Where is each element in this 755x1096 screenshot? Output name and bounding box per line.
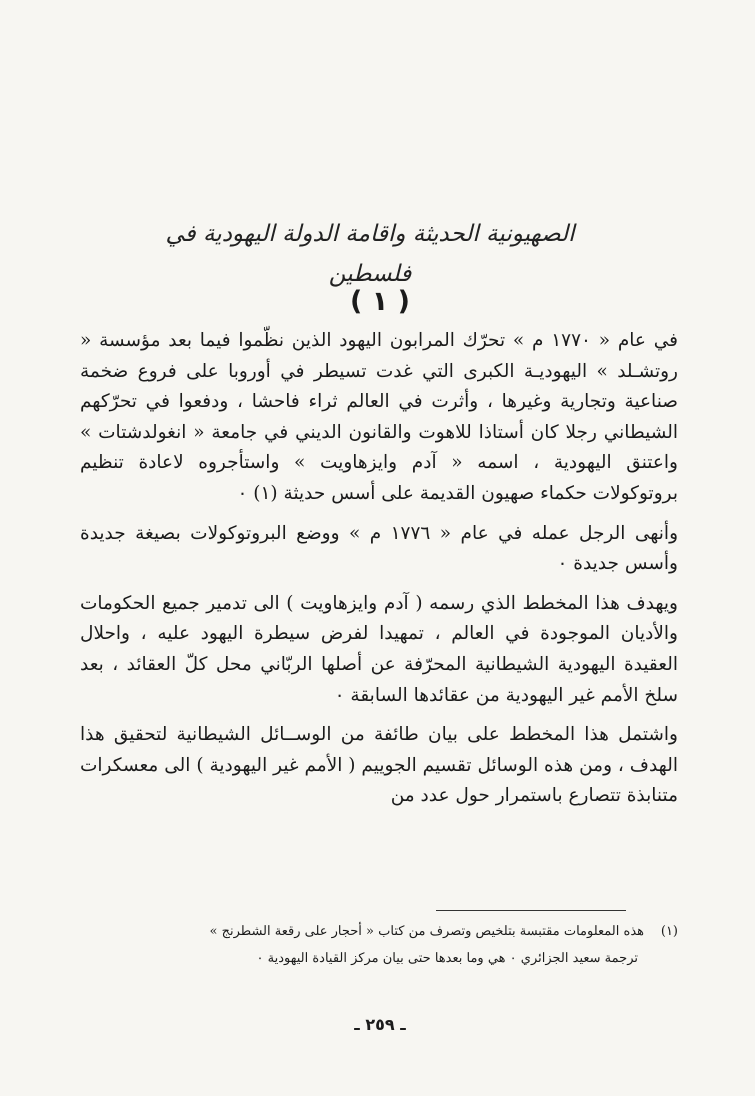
footnote-text-line-1: هذه المعلومات مقتبسة بتلخيص وتصرف من كتاب « أحجار على رقعة الشطرنج » bbox=[209, 924, 644, 939]
paragraph-2: وأنهى الرجل عمله في عام « ١٧٧٦ م » ووضع البروتوكولات بصيغة جديدة وأسس جديدة ٠ bbox=[80, 522, 678, 575]
page-number: ـ ٢٥٩ ـ bbox=[354, 1015, 406, 1034]
running-header-title: الصهيونية الحديثة واقامة الدولة اليهودية في فلسطين bbox=[165, 221, 575, 287]
footnote-text-line-2: ترجمة سعيد الجزائري ٠ هي وما بعدها حتى بيان مركز القيادة اليهودية ٠ bbox=[256, 951, 638, 966]
footnote-line-1 bbox=[84, 918, 678, 945]
paragraph-4: واشتمل هذا المخطط على بيان طائفة من الوســائل الشيطانية لتحقيق هذا الهدف ، ومن هذه الوسائل تقسيم الجوييم ( الأمم غير اليهودية ) الى معسكرات متنابذة تتصارع باستمرار حول عدد من bbox=[80, 724, 678, 807]
paragraph-1: في عام « ١٧٧٠ م » تحرّك المرابون اليهود الذين نظّموا فيما بعد مؤسسة « روتشـلد » اليهوديـة الكبرى التي غدت تسيطر في أوروبا على فروع ضخمة صناعية وتجارية وغيرها ، وأثرت في العالم ثراء فاحشا ، ودفعوا في تحرّكهم الشيطاني رجلا كان أستاذا للاهوت والقانون الديني في جامعة « انغولدشتات » واعتنق اليهودية ، اسمه « آدم وايزهاويت » واستأجروه لاعادة تنظيم بروتوكولات حكماء صهيون القديمة على أسس حديثة (١) ٠ bbox=[80, 330, 678, 504]
footnote-line-2 bbox=[84, 945, 678, 972]
footnote-marker: (١) bbox=[660, 924, 678, 939]
body-text bbox=[80, 326, 678, 812]
footnote-divider bbox=[436, 910, 626, 911]
footnote bbox=[84, 918, 678, 972]
paragraph-3: ويهدف هذا المخطط الذي رسمه ( آدم وايزهاويت ) الى تدمير جميع الحكومات والأديان الموجودة في العالم ، تمهيدا لفرض سيطرة اليهود عليه ، واحلال العقيدة اليهودية الشيطانية المحرّفة عن أصلها الربّاني محل كلّ العقائد ، بعد سلخ الأمم غير اليهودية من عقائدها السابقة ٠ bbox=[80, 592, 678, 706]
chapter-number: ( ١ ) bbox=[350, 286, 410, 317]
